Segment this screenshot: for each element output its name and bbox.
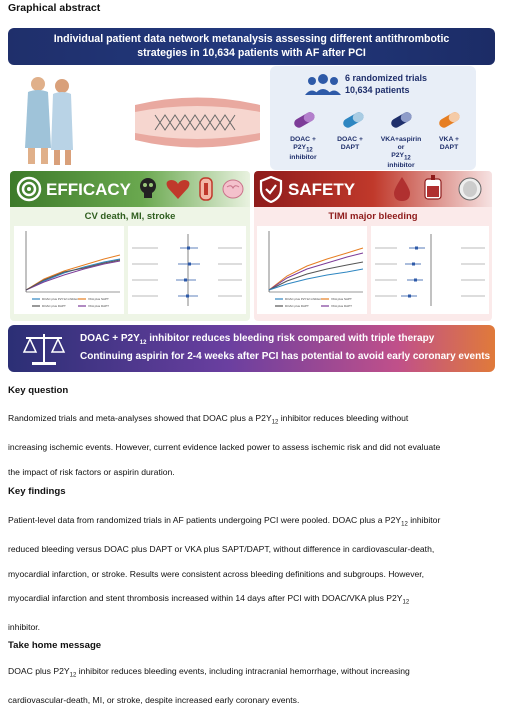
efficacy-legend-item: DOAC plus DAPT (42, 304, 66, 308)
safety-legend-item: VKA plus DAPT (331, 304, 353, 308)
arm-label-line: or (397, 144, 405, 151)
pill-icon (342, 111, 366, 128)
pill-icon (293, 111, 317, 128)
efficacy-legend-item: VKA plus DAPT (88, 304, 110, 308)
arm-label-line: VKA+aspirin (380, 136, 422, 143)
text-span: Randomized trials and meta-analyses showed that DOAC plus a P2Y (8, 413, 272, 423)
text-span: DOAC plus P2Y (8, 666, 70, 676)
arm-label-line: DAPT (340, 144, 360, 151)
paragraph-line: increasing ischemic events. However, current evidence lacked power to assess ischemic risk and did not evaluate (8, 442, 441, 453)
arm-label-line (280, 144, 326, 162)
paragraph-line: inhibitor. (8, 622, 41, 633)
arm-vka-aspirin-p2y12 (375, 136, 427, 170)
safety-forest-plot (371, 226, 489, 314)
arm-label-text: inhibitor (289, 154, 317, 162)
text-span: inhibitor reduces bleeding without (278, 413, 409, 423)
safety-legend-item: DOAC plus DAPT (285, 304, 309, 308)
safety-legend-item: VKA plus SAPT (331, 297, 352, 301)
paragraph-line (8, 406, 505, 435)
efficacy-title: EFFICACY (46, 180, 131, 199)
patient-figure-left (25, 77, 51, 164)
trials-count: 6 randomized trials (345, 73, 428, 83)
graphical-abstract-label: Graphical abstract (8, 2, 101, 14)
conclusion-sub: 12 (139, 340, 147, 346)
stent-illustration (130, 70, 265, 170)
paragraph-line (8, 508, 505, 537)
conclusion-line-1 (80, 333, 434, 346)
arm-label-line: DAPT (439, 144, 459, 151)
conclusion-text: DOAC + P2Y (80, 333, 140, 344)
safety-subtitle: TIMI major bleeding (328, 211, 418, 222)
safety-title: SAFETY (288, 180, 356, 199)
key-question-heading: Key question (8, 385, 69, 396)
text-span: inhibitor (407, 515, 441, 525)
heart-icon (167, 180, 190, 199)
conclusion-text: inhibitor reduces bleeding risk compared with triple therapy (146, 333, 435, 344)
patient-figure-right (51, 79, 73, 165)
pill-icon (438, 111, 462, 128)
target-icon (16, 176, 42, 202)
trials-patients: 10,634 patients (345, 85, 410, 95)
arm-label-line: VKA + (439, 136, 459, 143)
patients-illustration (14, 70, 124, 170)
people-group-icon (305, 72, 341, 96)
paragraph-line: the impact of risk factors or aspirin duration. (8, 466, 175, 477)
paragraph-line (8, 586, 505, 615)
arm-label-line: DOAC + (337, 136, 363, 143)
arm-doac-p2y12 (280, 136, 326, 162)
balance-scale-icon (22, 330, 66, 368)
paragraph-line: cardiovascular-death, MI, or stroke, despite increased early coronary events. (8, 695, 300, 706)
key-findings-heading: Key findings (8, 486, 66, 497)
conclusion-line-2: Continuing aspirin for 2-4 weeks after PCI has potential to avoid early coronary events (80, 351, 491, 362)
arm-label-line (375, 152, 427, 162)
trials-summary (345, 72, 427, 96)
text-span: Patient-level data from randomized trials in AF patients undergoing PCI were pooled. DOAC plus a P2Y (8, 515, 402, 525)
efficacy-subtitle: CV death, MI, stroke (84, 211, 176, 222)
brain-scan-icon (459, 178, 481, 200)
efficacy-legend-item: DOAC plus P2Y12 inhibitor (42, 297, 79, 301)
pill-icons-row (290, 110, 470, 128)
take-home-heading: Take home message (8, 640, 102, 651)
artery-icon (200, 178, 212, 200)
efficacy-legend-item: VKA plus SAPT (88, 297, 109, 301)
arm-label-line: DOAC + (290, 136, 316, 143)
pill-icon (390, 111, 414, 128)
blood-drop-icon (394, 177, 410, 201)
text-sub: 12 (271, 419, 279, 426)
key-findings-text (8, 508, 505, 640)
arm-label-sub: 12 (306, 147, 313, 154)
arm-label-line: inhibitor (387, 162, 415, 170)
text-span: myocardial infarction and stent thrombosis increased within 14 days after PCI with DOAC/VKA plus P2Y (8, 593, 403, 604)
efficacy-forest-plot (128, 226, 246, 314)
paragraph-line: myocardial infarction, or stroke. Results were consistent across bleeding definitions and subgroups. However, (8, 568, 425, 579)
text-sub: 12 (402, 599, 410, 606)
text-sub: 12 (401, 521, 408, 528)
banner-line-1: Individual patient data network metanalysis assessing different antithrombotic (53, 33, 450, 45)
arm-label-text: P2Y (293, 144, 307, 151)
paragraph-line (8, 659, 505, 688)
skull-icon (140, 178, 156, 198)
shield-check-icon (259, 176, 283, 203)
blood-bag-icon (425, 175, 441, 199)
arm-doac-dapt (327, 136, 373, 152)
paragraph-line: reduced bleeding versus DOAC plus DAPT or VKA plus SAPT/DAPT, without difference in cardiovascular-death, (8, 544, 435, 555)
safety-icons (390, 175, 490, 203)
banner-line-2: strategies in 10,634 patients with AF after PCI (137, 47, 366, 59)
text-span: inhibitor reduces bleeding events, including intracranial hemorrhage, without increasing (76, 666, 410, 676)
arm-label-text: P2Y (391, 152, 405, 159)
efficacy-icons (136, 175, 246, 203)
take-home-text (8, 659, 505, 713)
arm-label-sub: 12 (404, 155, 411, 162)
text-sub: 12 (69, 672, 77, 679)
arm-vka-dapt (426, 136, 472, 152)
safety-legend-item: DOAC plus P2Y12 inhibitor (285, 297, 322, 301)
key-question-text (8, 406, 505, 484)
title-banner (8, 28, 495, 65)
brain-icon (223, 180, 243, 198)
